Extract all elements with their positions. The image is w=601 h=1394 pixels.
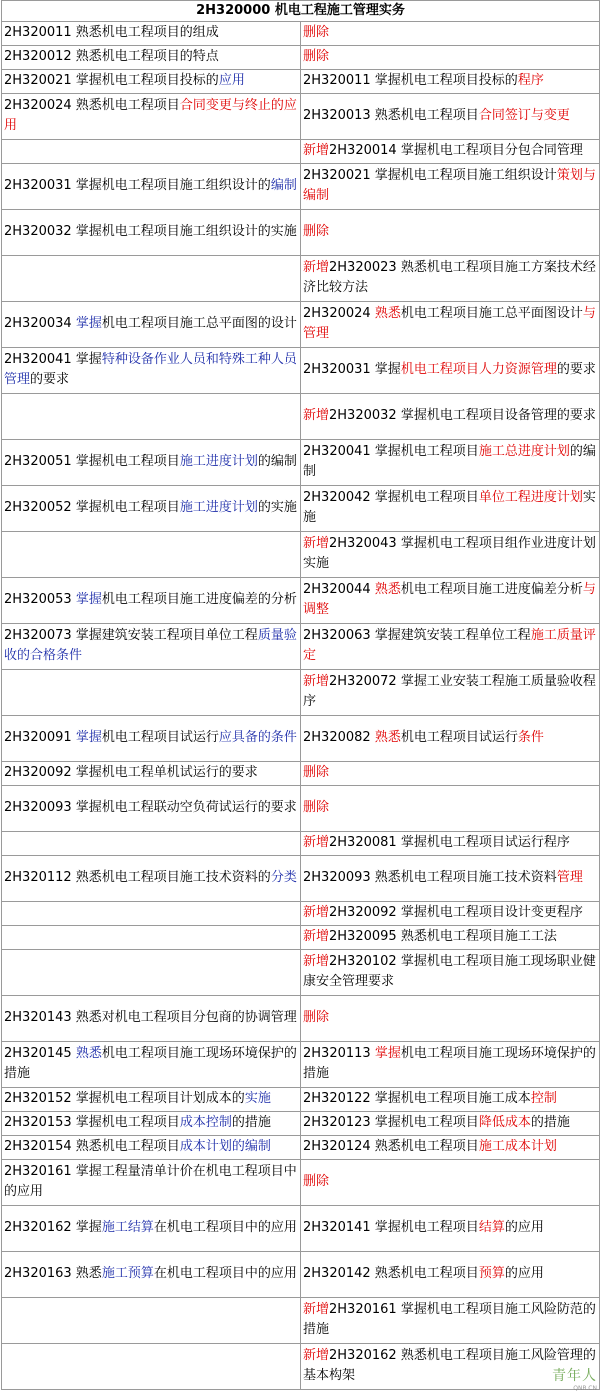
cell-text: 2H320031 掌握 bbox=[303, 362, 401, 377]
table-row bbox=[2, 1298, 600, 1344]
old-syllabus-cell bbox=[2, 926, 301, 950]
old-syllabus-cell bbox=[2, 1298, 301, 1344]
table-row bbox=[2, 140, 600, 164]
old-syllabus-cell bbox=[2, 1112, 301, 1136]
cell-text: 结算 bbox=[478, 1220, 505, 1235]
new-syllabus-cell bbox=[301, 140, 600, 164]
old-syllabus-cell bbox=[2, 532, 301, 578]
cell-text: 机电工程项目施工现场环境保护的措施 bbox=[303, 1046, 596, 1081]
old-syllabus-cell bbox=[2, 1042, 301, 1088]
new-syllabus-cell bbox=[301, 394, 600, 440]
cell-text: 策划与编制 bbox=[303, 168, 596, 203]
table-row bbox=[2, 832, 600, 856]
cell-text: 2H320093 熟悉机电工程项目施工技术资料 bbox=[303, 870, 557, 885]
new-syllabus-cell bbox=[301, 210, 600, 256]
cell-text: 2H320153 掌握机电工程项目 bbox=[4, 1115, 180, 1130]
cell-text: 管理 bbox=[556, 870, 583, 885]
cell-text: 2H320162 掌握 bbox=[4, 1220, 102, 1235]
table-row bbox=[2, 302, 600, 348]
new-syllabus-cell bbox=[301, 440, 600, 486]
cell-text: 2H320124 熟悉机电工程项目 bbox=[303, 1139, 479, 1154]
table-row bbox=[2, 532, 600, 578]
table-row bbox=[2, 210, 600, 256]
table-row bbox=[2, 164, 600, 210]
cell-text: 特种设备作业人员和特殊工种人员管理 bbox=[4, 352, 297, 387]
old-syllabus-cell bbox=[2, 348, 301, 394]
cell-text: 机电工程项目人力资源管理 bbox=[400, 362, 557, 377]
new-syllabus-cell bbox=[301, 348, 600, 394]
cell-text: 新增 bbox=[303, 260, 330, 275]
table-row bbox=[2, 94, 600, 140]
cell-text: 2H320011 掌握机电工程项目投标的 bbox=[303, 73, 518, 88]
cell-text: 2H320145 bbox=[4, 1046, 76, 1061]
new-syllabus-cell bbox=[301, 486, 600, 532]
cell-text: 新增 bbox=[303, 143, 330, 158]
cell-text: 删除 bbox=[303, 25, 330, 40]
cell-text: 2H320091 bbox=[4, 730, 76, 745]
new-syllabus-cell bbox=[301, 926, 600, 950]
cell-text: 2H320102 掌握机电工程项目施工现场职业健康安全管理要求 bbox=[303, 954, 596, 989]
cell-text: 2H320092 掌握机电工程单机试运行的要求 bbox=[4, 765, 258, 780]
cell-text: 施工总进度计划 bbox=[478, 444, 570, 459]
new-syllabus-cell bbox=[301, 856, 600, 902]
cell-text: 的应用 bbox=[504, 1266, 544, 1281]
cell-text: 2H320052 掌握机电工程项目 bbox=[4, 500, 180, 515]
cell-text: 2H320141 掌握机电工程项目 bbox=[303, 1220, 479, 1235]
cell-text: 成本计划的编制 bbox=[179, 1139, 271, 1154]
cell-text: 的实施 bbox=[257, 500, 297, 515]
cell-text: 施工预算 bbox=[101, 1266, 154, 1281]
watermark-text: 青年人 bbox=[552, 1368, 597, 1384]
cell-text: 2H320142 熟悉机电工程项目 bbox=[303, 1266, 479, 1281]
cell-text: 熟悉 bbox=[374, 306, 401, 321]
old-syllabus-cell bbox=[2, 22, 301, 46]
cell-text: 机电工程项目施工总平面图的设计 bbox=[101, 316, 297, 331]
old-syllabus-cell bbox=[2, 46, 301, 70]
table-row bbox=[2, 996, 600, 1042]
table-row bbox=[2, 762, 600, 786]
table-row bbox=[2, 926, 600, 950]
new-syllabus-cell bbox=[301, 716, 600, 762]
old-syllabus-cell bbox=[2, 1088, 301, 1112]
new-syllabus-cell bbox=[301, 70, 600, 94]
table-row bbox=[2, 394, 600, 440]
cell-text: 新增 bbox=[303, 536, 330, 551]
table-row bbox=[2, 1206, 600, 1252]
table-row bbox=[2, 46, 600, 70]
table-row bbox=[2, 1088, 600, 1112]
old-syllabus-cell bbox=[2, 1344, 301, 1390]
cell-text: 2H320024 熟悉机电工程项目 bbox=[4, 98, 180, 113]
old-syllabus-cell bbox=[2, 902, 301, 926]
cell-text: 合同变更与终止的应用 bbox=[4, 98, 297, 133]
cell-text: 施工结算 bbox=[101, 1220, 154, 1235]
cell-text: 2H320092 掌握机电工程项目设计变更程序 bbox=[329, 905, 583, 920]
cell-text: 的要求 bbox=[30, 372, 70, 387]
old-syllabus-cell bbox=[2, 256, 301, 302]
cell-text: 2H320122 掌握机电工程项目施工成本 bbox=[303, 1091, 531, 1106]
cell-text: 与调整 bbox=[303, 582, 596, 617]
table-row bbox=[2, 624, 600, 670]
cell-text: 2H320143 熟悉对机电工程项目分包商的协调管理 bbox=[4, 1010, 297, 1025]
cell-text: 新增 bbox=[303, 674, 330, 689]
table-body bbox=[2, 22, 600, 1390]
cell-text: 2H320053 bbox=[4, 592, 76, 607]
cell-text: 掌握 bbox=[75, 730, 102, 745]
cell-text: 2H320014 掌握机电工程项目分包合同管理 bbox=[329, 143, 583, 158]
cell-text: 新增 bbox=[303, 929, 330, 944]
cell-text: 新增 bbox=[303, 408, 330, 423]
cell-text: 的措施 bbox=[231, 1115, 271, 1130]
cell-text: 2H320024 bbox=[303, 306, 375, 321]
table-row bbox=[2, 1252, 600, 1298]
table-header-row bbox=[2, 1, 600, 22]
cell-text: 删除 bbox=[303, 49, 330, 64]
cell-text: 分类 bbox=[270, 870, 297, 885]
old-syllabus-cell bbox=[2, 210, 301, 256]
cell-text: 的编制 bbox=[303, 444, 596, 479]
cell-text: 机电工程项目试运行 bbox=[101, 730, 219, 745]
cell-text: 删除 bbox=[303, 800, 330, 815]
cell-text: 2H320123 掌握机电工程项目 bbox=[303, 1115, 479, 1130]
new-syllabus-cell bbox=[301, 578, 600, 624]
new-syllabus-cell bbox=[301, 1252, 600, 1298]
table-row bbox=[2, 1112, 600, 1136]
old-syllabus-cell bbox=[2, 856, 301, 902]
cell-text: 2H320051 掌握机电工程项目 bbox=[4, 454, 180, 469]
old-syllabus-cell bbox=[2, 70, 301, 94]
new-syllabus-cell bbox=[301, 950, 600, 996]
cell-text: 合同签订与变更 bbox=[478, 108, 570, 123]
new-syllabus-cell bbox=[301, 832, 600, 856]
table-row bbox=[2, 786, 600, 832]
table-row bbox=[2, 486, 600, 532]
cell-text: 新增 bbox=[303, 1302, 330, 1317]
cell-text: 的措施 bbox=[530, 1115, 570, 1130]
new-syllabus-cell bbox=[301, 902, 600, 926]
old-syllabus-cell bbox=[2, 394, 301, 440]
cell-text: 2H320012 熟悉机电工程项目的特点 bbox=[4, 49, 219, 64]
new-syllabus-cell bbox=[301, 302, 600, 348]
old-syllabus-cell bbox=[2, 950, 301, 996]
cell-text: 机电工程项目试运行 bbox=[400, 730, 518, 745]
old-syllabus-cell bbox=[2, 164, 301, 210]
new-syllabus-cell bbox=[301, 1160, 600, 1206]
cell-text: 机电工程项目施工现场环境保护的措施 bbox=[4, 1046, 297, 1081]
old-syllabus-cell bbox=[2, 94, 301, 140]
cell-text: 在机电工程项目中的应用 bbox=[153, 1220, 297, 1235]
cell-text: 与管理 bbox=[303, 306, 596, 341]
old-syllabus-cell bbox=[2, 1252, 301, 1298]
cell-text: 2H320011 熟悉机电工程项目的组成 bbox=[4, 25, 219, 40]
cell-text: 2H320032 掌握机电工程项目施工组织设计的实施 bbox=[4, 224, 297, 239]
table-row bbox=[2, 22, 600, 46]
new-syllabus-cell bbox=[301, 46, 600, 70]
cell-text: 2H320163 熟悉 bbox=[4, 1266, 102, 1281]
cell-text: 掌握 bbox=[374, 1046, 401, 1061]
cell-text: 删除 bbox=[303, 1174, 330, 1189]
cell-text: 2H320112 熟悉机电工程项目施工技术资料的 bbox=[4, 870, 271, 885]
cell-text: 应具备的条件 bbox=[218, 730, 297, 745]
table-row bbox=[2, 950, 600, 996]
cell-text: 单位工程进度计划 bbox=[478, 490, 583, 505]
old-syllabus-cell bbox=[2, 762, 301, 786]
cell-text: 施工进度计划 bbox=[179, 454, 258, 469]
new-syllabus-cell bbox=[301, 22, 600, 46]
cell-text: 2H320081 掌握机电工程项目试运行程序 bbox=[329, 835, 570, 850]
cell-text: 2H320072 掌握工业安装工程施工质量验收程序 bbox=[303, 674, 596, 709]
cell-text: 2H320073 掌握建筑安装工程项目单位工程 bbox=[4, 628, 258, 643]
cell-text: 2H320161 掌握机电工程项目施工风险防范的措施 bbox=[303, 1302, 596, 1337]
cell-text: 新增 bbox=[303, 1348, 330, 1363]
cell-text: 2H320152 掌握机电工程项目计划成本的 bbox=[4, 1091, 245, 1106]
new-syllabus-cell bbox=[301, 786, 600, 832]
cell-text: 实施 bbox=[303, 490, 596, 525]
cell-text: 掌握 bbox=[75, 316, 102, 331]
table-row bbox=[2, 856, 600, 902]
cell-text: 的编制 bbox=[257, 454, 297, 469]
table-title: 2H320000 机电工程施工管理实务 bbox=[2, 1, 600, 22]
old-syllabus-cell bbox=[2, 670, 301, 716]
cell-text: 控制 bbox=[530, 1091, 557, 1106]
table-row bbox=[2, 1344, 600, 1390]
old-syllabus-cell bbox=[2, 1160, 301, 1206]
cell-text: 2H320093 掌握机电工程联动空负荷试运行的要求 bbox=[4, 800, 297, 815]
cell-text: 成本控制 bbox=[179, 1115, 232, 1130]
old-syllabus-cell bbox=[2, 624, 301, 670]
cell-text: 2H320041 掌握机电工程项目 bbox=[303, 444, 479, 459]
cell-text: 机电工程项目施工总平面图设计 bbox=[400, 306, 583, 321]
table-row bbox=[2, 440, 600, 486]
cell-text: 删除 bbox=[303, 1010, 330, 1025]
cell-text: 质量验收的合格条件 bbox=[4, 628, 297, 663]
cell-text: 2H320021 掌握机电工程项目施工组织设计 bbox=[303, 168, 557, 183]
old-syllabus-cell bbox=[2, 1206, 301, 1252]
cell-text: 的应用 bbox=[504, 1220, 544, 1235]
old-syllabus-cell bbox=[2, 440, 301, 486]
cell-text: 2H320161 掌握工程量清单计价在机电工程项目中的应用 bbox=[4, 1164, 297, 1199]
cell-text: 熟悉 bbox=[374, 730, 401, 745]
watermark-logo bbox=[552, 1365, 597, 1392]
cell-text: 掌握 bbox=[75, 592, 102, 607]
new-syllabus-cell bbox=[301, 624, 600, 670]
new-syllabus-cell bbox=[301, 1136, 600, 1160]
cell-text: 降低成本 bbox=[478, 1115, 531, 1130]
table-row bbox=[2, 1136, 600, 1160]
cell-text: 2H320154 熟悉机电工程项目 bbox=[4, 1139, 180, 1154]
new-syllabus-cell bbox=[301, 164, 600, 210]
cell-text: 2H320043 掌握机电工程项目组作业进度计划实施 bbox=[303, 536, 596, 571]
cell-text: 2H320095 熟悉机电工程项目施工工法 bbox=[329, 929, 557, 944]
new-syllabus-cell bbox=[301, 532, 600, 578]
cell-text: 编制 bbox=[270, 178, 297, 193]
cell-text: 新增 bbox=[303, 905, 330, 920]
table-row bbox=[2, 716, 600, 762]
table-row bbox=[2, 1042, 600, 1088]
new-syllabus-cell bbox=[301, 256, 600, 302]
new-syllabus-cell bbox=[301, 1298, 600, 1344]
new-syllabus-cell bbox=[301, 762, 600, 786]
cell-text: 施工进度计划 bbox=[179, 500, 258, 515]
cell-text: 2H320041 掌握 bbox=[4, 352, 102, 367]
new-syllabus-cell bbox=[301, 1112, 600, 1136]
cell-text: 2H320063 掌握建筑安装工程单位工程 bbox=[303, 628, 531, 643]
cell-text: 2H320113 bbox=[303, 1046, 375, 1061]
cell-text: 熟悉 bbox=[75, 1046, 102, 1061]
cell-text: 熟悉 bbox=[374, 582, 401, 597]
cell-text: 在机电工程项目中的应用 bbox=[153, 1266, 297, 1281]
old-syllabus-cell bbox=[2, 302, 301, 348]
watermark-sub: QNR.CN bbox=[573, 1385, 597, 1392]
table-row bbox=[2, 70, 600, 94]
cell-text: 施工质量评定 bbox=[303, 628, 596, 663]
cell-text: 删除 bbox=[303, 224, 330, 239]
old-syllabus-cell bbox=[2, 786, 301, 832]
cell-text: 2H320031 掌握机电工程项目施工组织设计的 bbox=[4, 178, 271, 193]
old-syllabus-cell bbox=[2, 486, 301, 532]
cell-text: 的要求 bbox=[556, 362, 596, 377]
cell-text: 实施 bbox=[244, 1091, 271, 1106]
table-row bbox=[2, 670, 600, 716]
cell-text: 2H320021 掌握机电工程项目投标的 bbox=[4, 73, 219, 88]
new-syllabus-cell bbox=[301, 1088, 600, 1112]
cell-text: 机电工程项目施工进度偏差的分析 bbox=[101, 592, 297, 607]
old-syllabus-cell bbox=[2, 578, 301, 624]
cell-text: 施工成本计划 bbox=[478, 1139, 557, 1154]
cell-text: 预算 bbox=[478, 1266, 505, 1281]
cell-text: 2H320082 bbox=[303, 730, 375, 745]
old-syllabus-cell bbox=[2, 996, 301, 1042]
cell-text: 机电工程项目施工进度偏差分析 bbox=[400, 582, 583, 597]
old-syllabus-cell bbox=[2, 832, 301, 856]
old-syllabus-cell bbox=[2, 1136, 301, 1160]
cell-text: 2H320162 熟悉机电工程项目施工风险管理的基本构架 bbox=[303, 1348, 596, 1383]
cell-text: 程序 bbox=[517, 73, 544, 88]
table-row bbox=[2, 1160, 600, 1206]
syllabus-comparison-table bbox=[1, 0, 600, 1390]
table-row bbox=[2, 256, 600, 302]
cell-text: 新增 bbox=[303, 954, 330, 969]
table-row bbox=[2, 348, 600, 394]
old-syllabus-cell bbox=[2, 140, 301, 164]
new-syllabus-cell bbox=[301, 94, 600, 140]
cell-text: 新增 bbox=[303, 835, 330, 850]
old-syllabus-cell bbox=[2, 716, 301, 762]
cell-text: 2H320044 bbox=[303, 582, 375, 597]
cell-text: 2H320042 掌握机电工程项目 bbox=[303, 490, 479, 505]
table-row bbox=[2, 902, 600, 926]
new-syllabus-cell bbox=[301, 1042, 600, 1088]
cell-text: 删除 bbox=[303, 765, 330, 780]
cell-text: 2H320034 bbox=[4, 316, 76, 331]
table-row bbox=[2, 578, 600, 624]
new-syllabus-cell bbox=[301, 670, 600, 716]
new-syllabus-cell bbox=[301, 1206, 600, 1252]
cell-text: 条件 bbox=[517, 730, 544, 745]
cell-text: 2H320023 熟悉机电工程项目施工方案技术经济比较方法 bbox=[303, 260, 596, 295]
new-syllabus-cell bbox=[301, 996, 600, 1042]
cell-text: 应用 bbox=[218, 73, 245, 88]
cell-text: 2H320032 掌握机电工程项目设备管理的要求 bbox=[329, 408, 596, 423]
cell-text: 2H320013 熟悉机电工程项目 bbox=[303, 108, 479, 123]
